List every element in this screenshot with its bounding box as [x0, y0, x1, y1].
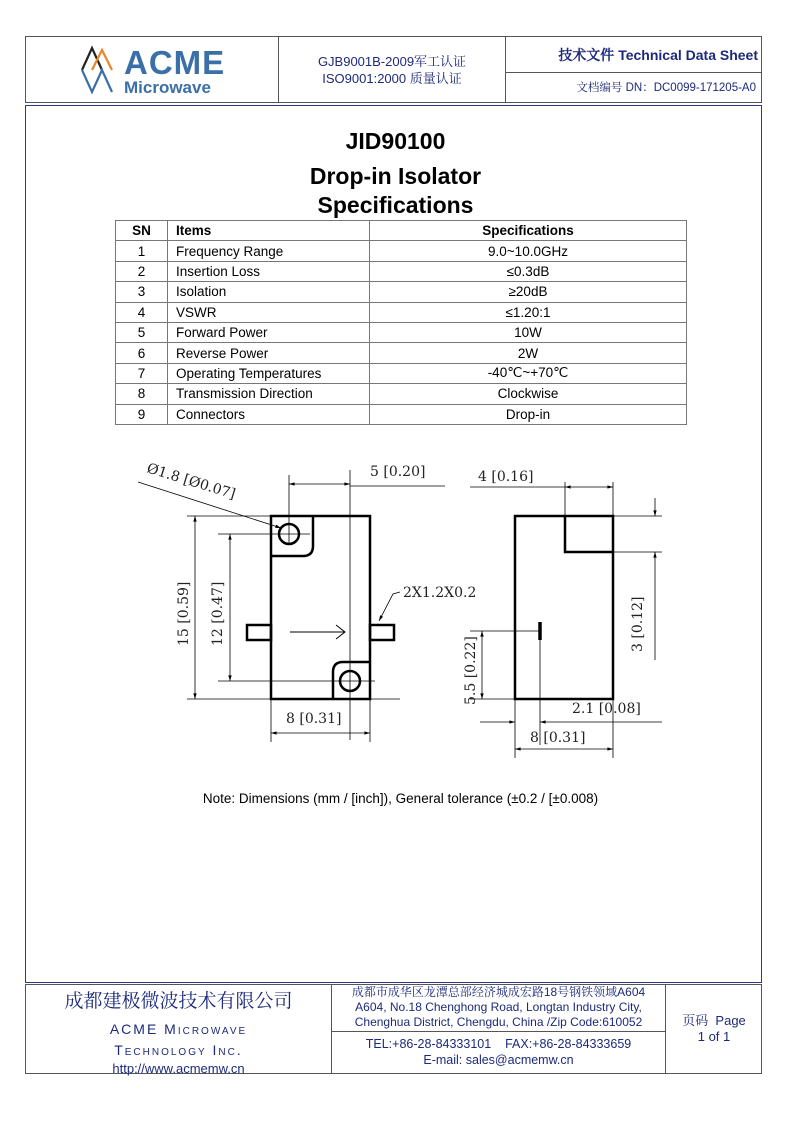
cell-spec: ≤0.3dB: [370, 261, 687, 281]
logo-acme: ACME: [124, 44, 226, 81]
tel-fax: TEL:+86-28-84333101 FAX:+86-28-84333659: [365, 1037, 632, 1051]
dim-8-right: 8 [0.31]: [530, 730, 586, 746]
dim-2-1: 2.1 [0.08]: [572, 701, 641, 717]
cert-iso: ISO9001:2000 质量认证: [322, 71, 462, 86]
email-label: E-mail:: [423, 1053, 466, 1067]
cell-sn: 1: [116, 241, 168, 261]
address-cn: 成都市成华区龙潭总部经济城成宏路18号钢铁领域A604: [351, 985, 646, 999]
header-items: Items: [168, 221, 370, 241]
cell-spec: Drop-in: [370, 404, 687, 424]
dim-12: 12 [0.47]: [210, 581, 226, 646]
doc-type: 技术文件 Technical Data Sheet: [558, 47, 758, 63]
cell-item: Operating Temperatures: [168, 363, 370, 383]
page-number: 1 of 1: [697, 1029, 731, 1044]
cell-item: Isolation: [168, 282, 370, 302]
cell-sn: 2: [116, 261, 168, 281]
cell-item: Frequency Range: [168, 241, 370, 261]
dim-5: 5 [0.20]: [370, 464, 426, 480]
cell-spec: 9.0~10.0GHz: [370, 241, 687, 261]
cell-item: VSWR: [168, 302, 370, 322]
cell-sn: 8: [116, 384, 168, 404]
address-en-1: A604, No.18 Chenghong Road, Longtan Industry City,: [355, 1000, 642, 1014]
cell-spec: 2W: [370, 343, 687, 363]
dim-tab-size: 2X1.2X0.2: [403, 585, 477, 601]
cell-spec: -40℃~+70℃: [370, 363, 687, 383]
cell-sn: 6: [116, 343, 168, 363]
dimension-note: Note: Dimensions (mm / [inch]), General tolerance (±0.2 / [±0.008): [202, 791, 599, 806]
header-specs: Specifications: [370, 221, 687, 241]
dim-3: 3 [0.12]: [630, 596, 646, 652]
company-en-1: ACME Microwave: [109, 1021, 248, 1037]
logo-microwave: Microwave: [124, 78, 211, 97]
cell-sn: 9: [116, 404, 168, 424]
dim-8-left: 8 [0.31]: [286, 711, 342, 727]
email-link[interactable]: sales@acmemw.cn: [465, 1053, 574, 1067]
dim-5-5: 5.5 [0.22]: [463, 636, 479, 705]
cell-sn: 5: [116, 322, 168, 342]
cell-item: Insertion Loss: [168, 261, 370, 281]
cell-item: Reverse Power: [168, 343, 370, 363]
website-link[interactable]: http://www.acmemw.cn: [112, 1061, 245, 1076]
section-title: Specifications: [317, 192, 474, 218]
cell-item: Connectors: [168, 404, 370, 424]
cell-item: Transmission Direction: [168, 384, 370, 404]
header-sn: SN: [116, 221, 168, 241]
cell-spec: ≤1.20:1: [370, 302, 687, 322]
connector-tab: [370, 625, 394, 640]
company-en-2: Technology Inc.: [114, 1042, 243, 1058]
dim-15: 15 [0.59]: [176, 581, 192, 646]
company-cn: 成都建极微波技术有限公司: [64, 991, 293, 1012]
dim-4: 4 [0.16]: [478, 469, 534, 485]
divider: [331, 1031, 665, 1032]
cert-gjb: GJB9001B-2009军工认证: [317, 54, 467, 69]
doc-number: 文档编号 DN：DC0099-171205-A0: [576, 82, 756, 94]
product-title: Drop-in Isolator: [309, 163, 482, 189]
cell-item: Forward Power: [168, 322, 370, 342]
cell-spec: ≥20dB: [370, 282, 687, 302]
connector-tab: [247, 625, 271, 640]
address-en-2: Chenghua District, Chengdu, China /Zip Code:610052: [354, 1015, 643, 1029]
direction-arrow-icon: [290, 625, 345, 639]
cell-spec: 10W: [370, 322, 687, 342]
cell-sn: 3: [116, 282, 168, 302]
cell-sn: 7: [116, 363, 168, 383]
page-label: 页码 Page: [682, 1013, 746, 1028]
dim-hole-dia: Ø1.8 [Ø0.07]: [144, 460, 238, 503]
dimension-labels: [145, 461, 646, 746]
cell-spec: Clockwise: [370, 384, 687, 404]
cell-sn: 4: [116, 302, 168, 322]
model-title: JID90100: [345, 128, 446, 154]
